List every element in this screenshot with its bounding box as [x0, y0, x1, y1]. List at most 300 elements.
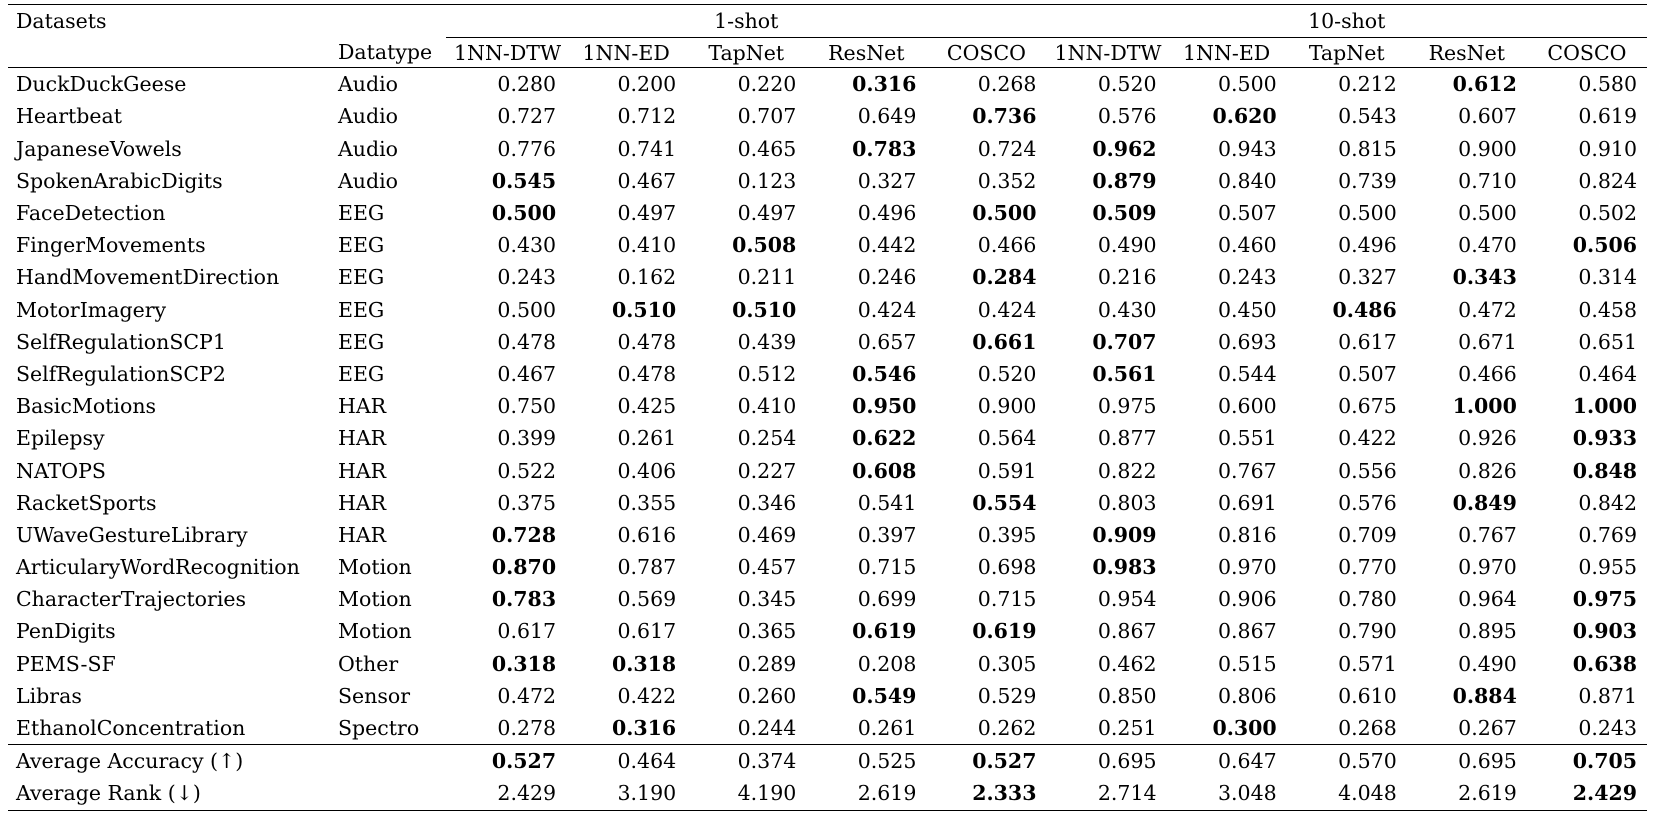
value-cell: 0.741 [617, 136, 677, 161]
value-cell: 0.462 [1097, 651, 1157, 676]
value-cell: 0.783 [852, 136, 917, 161]
value-cell: 0.305 [977, 651, 1037, 676]
value-cell: 0.268 [977, 72, 1037, 97]
dataset-name: MotorImagery [16, 297, 167, 322]
value-cell: 0.970 [1217, 555, 1277, 580]
value-cell: 0.466 [1458, 361, 1517, 386]
dataset-name: UWaveGestureLibrary [16, 522, 248, 547]
column-header: ResNet [806, 38, 926, 68]
value-cell: 0.707 [1092, 329, 1157, 354]
value-cell: 4.048 [1287, 777, 1407, 810]
value-cell: 0.343 [1452, 265, 1517, 290]
value-cell: 0.464 [1578, 361, 1637, 386]
value-cell: 0.776 [497, 136, 557, 161]
value-cell: 0.616 [617, 522, 677, 547]
summary-row [8, 745, 1647, 778]
value-cell: 2.429 [1527, 777, 1647, 810]
value-cell: 3.190 [566, 777, 686, 810]
datatype-cell: HAR [338, 522, 387, 547]
value-cell: 0.374 [737, 749, 797, 774]
table-row [8, 261, 1647, 293]
datatype-cell: Audio [338, 136, 399, 161]
table-row [8, 100, 1647, 132]
value-cell: 0.709 [1338, 522, 1397, 547]
value-cell: 0.527 [491, 749, 557, 774]
value-cell: 0.651 [1578, 329, 1637, 354]
value-cell: 0.895 [1458, 619, 1517, 644]
value-cell: 0.649 [857, 104, 917, 129]
dataset-name: EthanolConcentration [8, 712, 330, 745]
value-cell: 0.522 [497, 458, 557, 483]
empty-cell [330, 777, 446, 810]
value-cell: 0.478 [617, 329, 677, 354]
value-cell: 0.261 [617, 426, 677, 451]
value-cell: 0.803 [1097, 490, 1157, 515]
table-row [8, 519, 1647, 551]
value-cell: 0.500 [972, 201, 1037, 226]
value-cell: 0.243 [1217, 265, 1277, 290]
dataset-name: SelfRegulationSCP1 [16, 329, 226, 354]
value-cell: 0.770 [1338, 555, 1397, 580]
table-row [8, 326, 1647, 358]
value-cell: 0.123 [737, 168, 797, 193]
value-cell: 0.497 [617, 201, 677, 226]
column-header: COSCO [926, 38, 1046, 68]
value-cell: 0.900 [977, 394, 1037, 419]
value-cell: 0.608 [852, 458, 917, 483]
value-cell: 0.617 [497, 619, 557, 644]
value-cell: 0.544 [1217, 361, 1277, 386]
value-cell: 0.661 [972, 329, 1037, 354]
value-cell: 0.671 [1458, 329, 1517, 354]
value-cell: 0.826 [1458, 458, 1517, 483]
value-cell: 0.318 [611, 651, 677, 676]
value-cell: 0.425 [617, 394, 677, 419]
column-header: 1NN-DTW [446, 38, 566, 68]
value-cell: 0.903 [1572, 619, 1637, 644]
value-cell: 0.728 [491, 522, 557, 547]
value-cell: 0.496 [1338, 233, 1397, 258]
table-row [8, 648, 1647, 680]
value-cell: 0.422 [617, 683, 677, 708]
datatype-cell: EEG [338, 233, 385, 258]
value-cell: 0.675 [1338, 394, 1397, 419]
table-row [8, 68, 1647, 101]
value-cell: 0.724 [977, 136, 1037, 161]
value-cell: 0.410 [737, 394, 797, 419]
value-cell: 0.500 [491, 201, 557, 226]
value-cell: 0.549 [852, 683, 917, 708]
value-cell: 0.870 [491, 555, 557, 580]
value-cell: 0.849 [1452, 490, 1517, 515]
dataset-name: FingerMovements [16, 233, 206, 258]
value-cell: 0.520 [977, 361, 1037, 386]
value-cell: 0.769 [1578, 522, 1637, 547]
value-cell: 0.619 [972, 619, 1037, 644]
empty-header-cell [8, 38, 330, 68]
dataset-name: Libras [16, 683, 82, 708]
value-cell: 0.570 [1338, 749, 1397, 774]
summary-label: Average Accuracy (↑) [16, 749, 244, 774]
value-cell: 0.430 [497, 233, 557, 258]
value-cell: 3.048 [1167, 777, 1287, 810]
value-cell: 0.906 [1217, 587, 1277, 612]
value-cell: 0.783 [491, 587, 557, 612]
value-cell: 0.950 [852, 394, 917, 419]
value-cell: 0.200 [617, 72, 677, 97]
value-cell: 0.327 [857, 168, 917, 193]
value-cell: 0.211 [737, 265, 797, 290]
value-cell: 0.767 [1217, 458, 1277, 483]
datatype-cell: EEG [338, 329, 385, 354]
value-cell: 0.509 [1092, 201, 1157, 226]
value-cell: 0.507 [1217, 201, 1277, 226]
value-cell: 0.280 [497, 72, 557, 97]
value-cell: 0.850 [1097, 683, 1157, 708]
value-cell: 0.617 [1338, 329, 1397, 354]
datatype-cell: EEG [338, 361, 385, 386]
value-cell: 0.607 [1458, 104, 1517, 129]
dataset-name: PenDigits [16, 619, 116, 644]
value-cell: 0.162 [617, 265, 677, 290]
value-cell: 0.840 [1217, 168, 1277, 193]
value-cell: 0.254 [737, 426, 797, 451]
datatype-cell: Audio [338, 168, 399, 193]
value-cell: 0.556 [1338, 458, 1397, 483]
value-cell: 2.429 [446, 777, 566, 810]
value-cell: 0.346 [737, 490, 797, 515]
value-cell: 0.964 [1458, 587, 1517, 612]
value-cell: 0.715 [857, 555, 917, 580]
value-cell: 0.954 [1097, 587, 1157, 612]
value-cell: 0.289 [737, 651, 797, 676]
value-cell: 0.698 [977, 555, 1037, 580]
column-header: TapNet [686, 38, 806, 68]
value-cell: 0.500 [497, 297, 557, 322]
column-header: 1NN-ED [566, 38, 686, 68]
value-cell: 0.691 [1217, 490, 1277, 515]
value-cell: 0.397 [857, 522, 917, 547]
value-cell: 0.842 [1578, 490, 1637, 515]
value-cell: 0.497 [737, 201, 797, 226]
value-cell: 0.458 [1578, 297, 1637, 322]
value-cell: 0.871 [1578, 683, 1637, 708]
value-cell: 0.243 [497, 265, 557, 290]
datatype-cell: HAR [338, 458, 387, 483]
value-cell: 0.486 [1332, 297, 1397, 322]
value-cell: 0.970 [1458, 555, 1517, 580]
value-cell: 0.508 [732, 233, 797, 258]
value-cell: 0.750 [497, 394, 557, 419]
dataset-name: BasicMotions [16, 394, 157, 419]
value-cell: 0.470 [1458, 233, 1517, 258]
dataset-name: SelfRegulationSCP2 [16, 361, 226, 386]
table-row [8, 454, 1647, 486]
value-cell: 0.576 [1338, 490, 1397, 515]
datatype-cell: Motion [338, 587, 412, 612]
value-cell: 0.527 [972, 749, 1037, 774]
column-header: 1NN-ED [1167, 38, 1287, 68]
value-cell: 0.472 [497, 683, 557, 708]
datatype-header: Datatype [330, 38, 446, 68]
value-cell: 0.699 [857, 587, 917, 612]
datatype-cell: Sensor [338, 683, 411, 708]
value-cell: 0.955 [1578, 555, 1637, 580]
value-cell: 0.569 [617, 587, 677, 612]
table-row [8, 133, 1647, 165]
value-cell: 0.490 [1458, 651, 1517, 676]
header-row-columns [8, 38, 1647, 68]
dataset-name: CharacterTrajectories [16, 587, 247, 612]
value-cell: 0.510 [611, 297, 677, 322]
value-cell: 0.736 [972, 104, 1037, 129]
datatype-cell: HAR [338, 394, 387, 419]
value-cell: 0.284 [972, 265, 1037, 290]
value-cell: 0.975 [1572, 587, 1637, 612]
value-cell: 0.227 [737, 458, 797, 483]
value-cell: 0.208 [857, 651, 917, 676]
value-cell: 0.246 [857, 265, 917, 290]
value-cell: 0.422 [1338, 426, 1397, 451]
empty-header-cell [330, 5, 446, 38]
value-cell: 0.543 [1338, 104, 1397, 129]
value-cell: 0.261 [806, 712, 926, 745]
value-cell: 0.933 [1572, 426, 1637, 451]
column-header: ResNet [1407, 38, 1527, 68]
value-cell: 0.314 [1578, 265, 1637, 290]
value-cell: 0.576 [1097, 104, 1157, 129]
value-cell: 0.500 [1458, 201, 1517, 226]
summary-label: Average Rank (↓) [8, 777, 330, 810]
value-cell: 0.345 [737, 587, 797, 612]
value-cell: 0.879 [1092, 168, 1157, 193]
dataset-name: PEMS-SF [16, 651, 116, 676]
value-cell: 0.300 [1167, 712, 1287, 745]
value-cell: 0.612 [1452, 72, 1517, 97]
value-cell: 0.316 [852, 72, 917, 97]
value-cell: 0.410 [617, 233, 677, 258]
value-cell: 0.787 [617, 555, 677, 580]
value-cell: 0.478 [617, 361, 677, 386]
table-row [8, 294, 1647, 326]
value-cell: 0.571 [1338, 651, 1397, 676]
value-cell: 0.943 [1217, 136, 1277, 161]
value-cell: 0.600 [1217, 394, 1277, 419]
value-cell: 0.727 [497, 104, 557, 129]
value-cell: 0.355 [617, 490, 677, 515]
value-cell: 0.467 [497, 361, 557, 386]
dataset-name: FaceDetection [16, 201, 166, 226]
results-table [8, 4, 1647, 811]
value-cell: 0.884 [1452, 683, 1517, 708]
table-row [8, 615, 1647, 647]
value-cell: 0.695 [1458, 749, 1517, 774]
table-header [8, 5, 1647, 68]
value-cell: 0.617 [617, 619, 677, 644]
value-cell: 0.564 [977, 426, 1037, 451]
value-cell: 0.450 [1217, 297, 1277, 322]
value-cell: 4.190 [686, 777, 806, 810]
value-cell: 0.469 [737, 522, 797, 547]
value-cell: 0.983 [1092, 555, 1157, 580]
value-cell: 0.712 [617, 104, 677, 129]
value-cell: 0.424 [977, 297, 1037, 322]
value-cell: 0.244 [686, 712, 806, 745]
dataset-name: SpokenArabicDigits [16, 168, 223, 193]
value-cell: 0.507 [1338, 361, 1397, 386]
value-cell: 0.251 [1046, 712, 1166, 745]
value-cell: 0.268 [1287, 712, 1407, 745]
dataset-name: Epilepsy [16, 426, 105, 451]
value-cell: 0.561 [1092, 361, 1157, 386]
value-cell: 0.867 [1217, 619, 1277, 644]
dataset-name: JapaneseVowels [16, 136, 182, 161]
value-cell: 0.715 [977, 587, 1037, 612]
table-row [8, 712, 1647, 745]
value-cell: 0.502 [1578, 201, 1637, 226]
value-cell: 0.457 [737, 555, 797, 580]
datatype-cell: Audio [338, 72, 399, 97]
value-cell: 0.816 [1217, 522, 1277, 547]
value-cell: 0.962 [1092, 136, 1157, 161]
value-cell: 0.707 [737, 104, 797, 129]
value-cell: 0.365 [737, 619, 797, 644]
datatype-cell: Motion [338, 619, 412, 644]
value-cell: 0.478 [497, 329, 557, 354]
value-cell: 2.333 [926, 777, 1046, 810]
value-cell: 0.490 [1097, 233, 1157, 258]
value-cell: 0.442 [857, 233, 917, 258]
column-header: COSCO [1527, 38, 1647, 68]
value-cell: 0.424 [857, 297, 917, 322]
value-cell: 0.591 [977, 458, 1037, 483]
value-cell: 0.610 [1338, 683, 1397, 708]
value-cell: 0.267 [1407, 712, 1527, 745]
value-cell: 0.220 [737, 72, 797, 97]
value-cell: 0.867 [1097, 619, 1157, 644]
dataset-name: DuckDuckGeese [16, 72, 187, 97]
value-cell: 0.910 [1578, 136, 1637, 161]
table-row [8, 680, 1647, 712]
value-cell: 0.243 [1527, 712, 1647, 745]
value-cell: 0.926 [1458, 426, 1517, 451]
table-row [8, 422, 1647, 454]
column-header: TapNet [1287, 38, 1407, 68]
datatype-cell: Audio [338, 104, 399, 129]
value-cell: 0.824 [1578, 168, 1637, 193]
datatype-cell: HAR [338, 490, 387, 515]
value-cell: 1.000 [1572, 394, 1637, 419]
value-cell: 0.260 [737, 683, 797, 708]
value-cell: 0.620 [1212, 104, 1277, 129]
value-cell: 0.327 [1338, 265, 1397, 290]
value-cell: 0.619 [852, 619, 917, 644]
value-cell: 0.877 [1097, 426, 1157, 451]
table-row [8, 229, 1647, 261]
value-cell: 0.790 [1338, 619, 1397, 644]
table-summary [8, 745, 1647, 810]
table-body [8, 68, 1647, 745]
value-cell: 0.806 [1217, 683, 1277, 708]
group-header-1shot: 1-shot [446, 5, 1046, 38]
value-cell: 2.714 [1046, 777, 1166, 810]
value-cell: 0.439 [737, 329, 797, 354]
table-row [8, 390, 1647, 422]
value-cell: 0.510 [732, 297, 797, 322]
value-cell: 0.278 [446, 712, 566, 745]
value-cell: 0.695 [1097, 749, 1157, 774]
value-cell: 0.657 [857, 329, 917, 354]
value-cell: 0.619 [1578, 104, 1637, 129]
table-row [8, 487, 1647, 519]
value-cell: 0.638 [1572, 651, 1637, 676]
datatype-cell: Spectro [330, 712, 446, 745]
value-cell: 0.430 [1097, 297, 1157, 322]
value-cell: 0.512 [737, 361, 797, 386]
value-cell: 0.780 [1338, 587, 1397, 612]
value-cell: 0.529 [977, 683, 1037, 708]
value-cell: 0.318 [491, 651, 557, 676]
summary-row [8, 777, 1647, 810]
value-cell: 2.619 [1407, 777, 1527, 810]
table-row [8, 551, 1647, 583]
datasets-header: Datasets [8, 5, 330, 38]
empty-cell [330, 745, 446, 778]
value-cell: 0.767 [1458, 522, 1517, 547]
dataset-name: Heartbeat [16, 104, 122, 129]
value-cell: 2.619 [806, 777, 926, 810]
value-cell: 0.500 [1217, 72, 1277, 97]
value-cell: 0.541 [857, 490, 917, 515]
datatype-cell: EEG [338, 201, 385, 226]
dataset-name: NATOPS [16, 458, 106, 483]
value-cell: 0.546 [852, 361, 917, 386]
value-cell: 0.975 [1097, 394, 1157, 419]
value-cell: 0.710 [1458, 168, 1517, 193]
datatype-cell: EEG [338, 265, 385, 290]
value-cell: 0.900 [1458, 136, 1517, 161]
value-cell: 0.465 [737, 136, 797, 161]
value-cell: 0.520 [1097, 72, 1157, 97]
datatype-cell: Other [338, 651, 399, 676]
value-cell: 0.647 [1217, 749, 1277, 774]
datatype-cell: HAR [338, 426, 387, 451]
value-cell: 0.822 [1097, 458, 1157, 483]
table-row [8, 583, 1647, 615]
value-cell: 0.705 [1572, 749, 1637, 774]
value-cell: 0.352 [977, 168, 1037, 193]
value-cell: 0.212 [1338, 72, 1397, 97]
value-cell: 0.472 [1458, 297, 1517, 322]
value-cell: 0.216 [1097, 265, 1157, 290]
value-cell: 0.399 [497, 426, 557, 451]
value-cell: 0.316 [566, 712, 686, 745]
column-header: 1NN-DTW [1046, 38, 1166, 68]
dataset-name: RacketSports [16, 490, 157, 515]
value-cell: 0.500 [1338, 201, 1397, 226]
value-cell: 0.395 [977, 522, 1037, 547]
value-cell: 0.262 [926, 712, 1046, 745]
value-cell: 0.580 [1578, 72, 1637, 97]
value-cell: 0.466 [977, 233, 1037, 258]
value-cell: 1.000 [1452, 394, 1517, 419]
value-cell: 0.693 [1217, 329, 1277, 354]
value-cell: 0.506 [1572, 233, 1637, 258]
value-cell: 0.460 [1217, 233, 1277, 258]
value-cell: 0.545 [491, 168, 557, 193]
table-row [8, 358, 1647, 390]
datatype-cell: EEG [338, 297, 385, 322]
